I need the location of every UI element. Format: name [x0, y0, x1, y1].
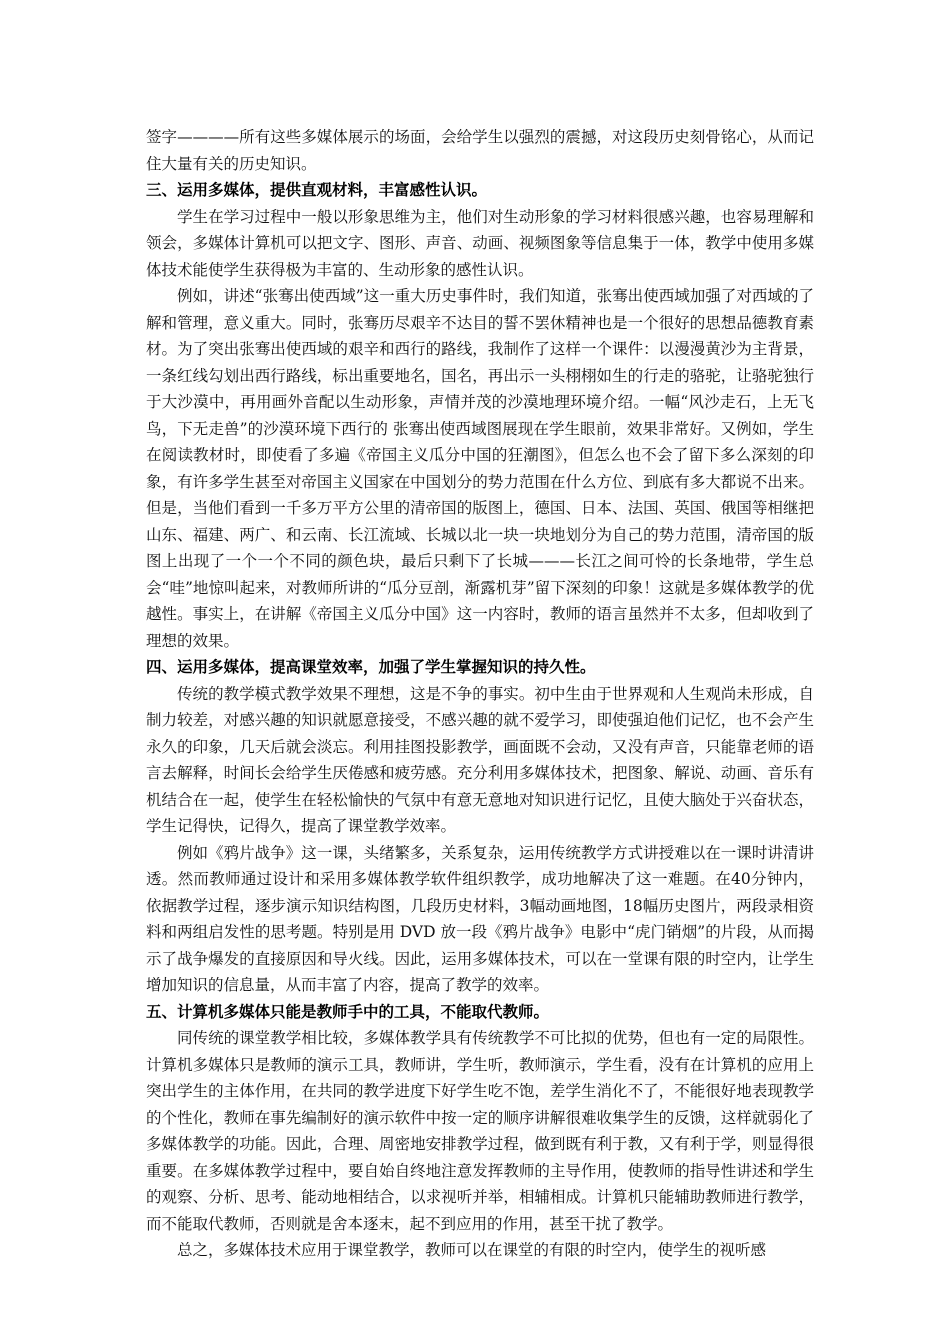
- document-page: [146, 124, 814, 1264]
- section-heading-5: 五、计算机多媒体只能是教师手中的工具，不能取代教师。: [146, 1002, 550, 1021]
- section4-paragraph-1: 传统的教学模式教学效果不理想，这是不争的事实。初中生由于世界观和人生观尚未形成，自制力较差，对感兴趣的知识就愿意接受，不感兴趣的就不爱学习，即使强迫他们记忆，也不会产生永久的印象，几天后就会淡忘。利用挂图投影教学，画面既不会动，又没有声音，只能靠老师的语言去解释，时间长会给学生厌倦感和疲劳感。充分利用多媒体技术，把图象、解说、动画、音乐有机结合在一起，使学生在轻松愉快的气氛中有意无意地对知识进行记忆，且使大脑处于兴奋状态，学生记得快，记得久，提高了课堂教学效率。: [146, 684, 814, 835]
- section4-paragraph-2: 例如《鸦片战争》这一课，头绪繁多，关系复杂，运用传统教学方式讲授难以在一课时讲清讲透。然而教师通过设计和采用多媒体教学软件组织教学，成功地解决了这一难题。在40分钟内，依据教学过程，逐步演示知识结构图，几段历史材料，3幅动画地图，18幅历史图片，两段录相资料和两组启发性的思考题。特别是用 DVD 放一段《鸦片战争》电影中“虎门销烟”的片段，从而揭示了战争爆发的直接原因和导火线。因此，运用多媒体技术，可以在一堂课有限的时空内，让学生增加知识的信息量，从而丰富了内容，提高了教学的效率。: [146, 843, 814, 994]
- opening-paragraph: 签字————所有这些多媒体展示的场面，会给学生以强烈的震撼，对这段历史刻骨铭心，从而记住大量有关的历史知识。: [146, 128, 814, 173]
- section3-paragraph-2: 例如，讲述“张骞出使西域”这一重大历史事件时，我们知道，张骞出使西域加强了对西域的了解和管理，意义重大。同时，张骞历尽艰辛不达目的誓不罢休精神也是一个很好的思想品德教育素材。为了突出张骞出使西域的艰辛和西行的路线，我制作了这样一个课件：以漫漫黄沙为主背景，一条红线勾划出西行路线，标出重要地名，国名，再出示一头栩栩如生的行走的骆驼，让骆驼独行于大沙漠中，再用画外音配以生动形象，声情并茂的沙漠地理环境介绍。一幅“风沙走石，上无飞鸟，下无走兽”的沙漠环境下西行的 张骞出使西域图展现在学生眼前，效果非常好。又例如，学生在阅读教材时，即使看了多遍《帝国主义瓜分中国的狂潮图》，但怎么也不会了留下多么深刻的印象，有许多学生甚至对帝国主义国家在中国划分的势力范围在什么方位、到底有多大都说不出来。但是，当他们看到一千多万平方公里的清帝国的版图上，德国、日本、法国、英国、俄国等相继把山东、福建、两广、和云南、长江流域、长城以北一块一块地划分为自己的势力范围，清帝国的版图上出现了一个一个不同的颜色块，最后只剩下了长城———长江之间可怜的长条地带，学生总会“哇”地惊叫起来，对教师所讲的“瓜分豆剖，渐露机芽”留下深刻的印象！这就是多媒体教学的优越性。事实上，在讲解《帝国主义瓜分中国》这一内容时，教师的语言虽然并不太多，但却收到了理想的效果。: [146, 287, 814, 650]
- section-heading-3: 三、运用多媒体，提供直观材料，丰富感性认识。: [146, 181, 488, 199]
- section-heading-4: 四、运用多媒体，提高课堂效率，加强了学生掌握知识的持久性。: [146, 658, 596, 676]
- section5-paragraph-2: 总之，多媒体技术应用于课堂教学，教师可以在课堂的有限的时空内，使学生的视听感: [177, 1241, 767, 1259]
- section3-paragraph-1: 学生在学习过程中一般以形象思维为主，他们对生动形象的学习材料很感兴趣，也容易理解和领会，多媒体计算机可以把文字、图形、声音、动画、视频图象等信息集于一体，教学中使用多媒体技术能使学生获得极为丰富的、生动形象的感性认识。: [146, 207, 814, 279]
- section5-paragraph-1: 同传统的课堂教学相比较，多媒体教学具有传统教学不可比拟的优势，但也有一定的局限性。计算机多媒体只是教师的演示工具，教师讲，学生听，教师演示，学生看，没有在计算机的应用上突出学生的主体作用，在共同的教学进度下好学生吃不饱，差学生消化不了，不能很好地表现教学的个性化，教师在事先编制好的演示软件中按一定的顺序讲解很难收集学生的反馈，这样就弱化了多媒体教学的功能。因此，合理、周密地安排教学过程，做到既有利于教，又有利于学，则显得很重要。在多媒体教学过程中，要自始自终地注意发挥教师的主导作用，使教师的指导性讲述和学生的观察、分析、思考、能动地相结合，以求视听并举，相辅相成。计算机只能辅助教师进行教学，而不能取代教师，否则就是舍本逐末，起不到应用的作用，甚至干扰了教学。: [146, 1029, 814, 1233]
